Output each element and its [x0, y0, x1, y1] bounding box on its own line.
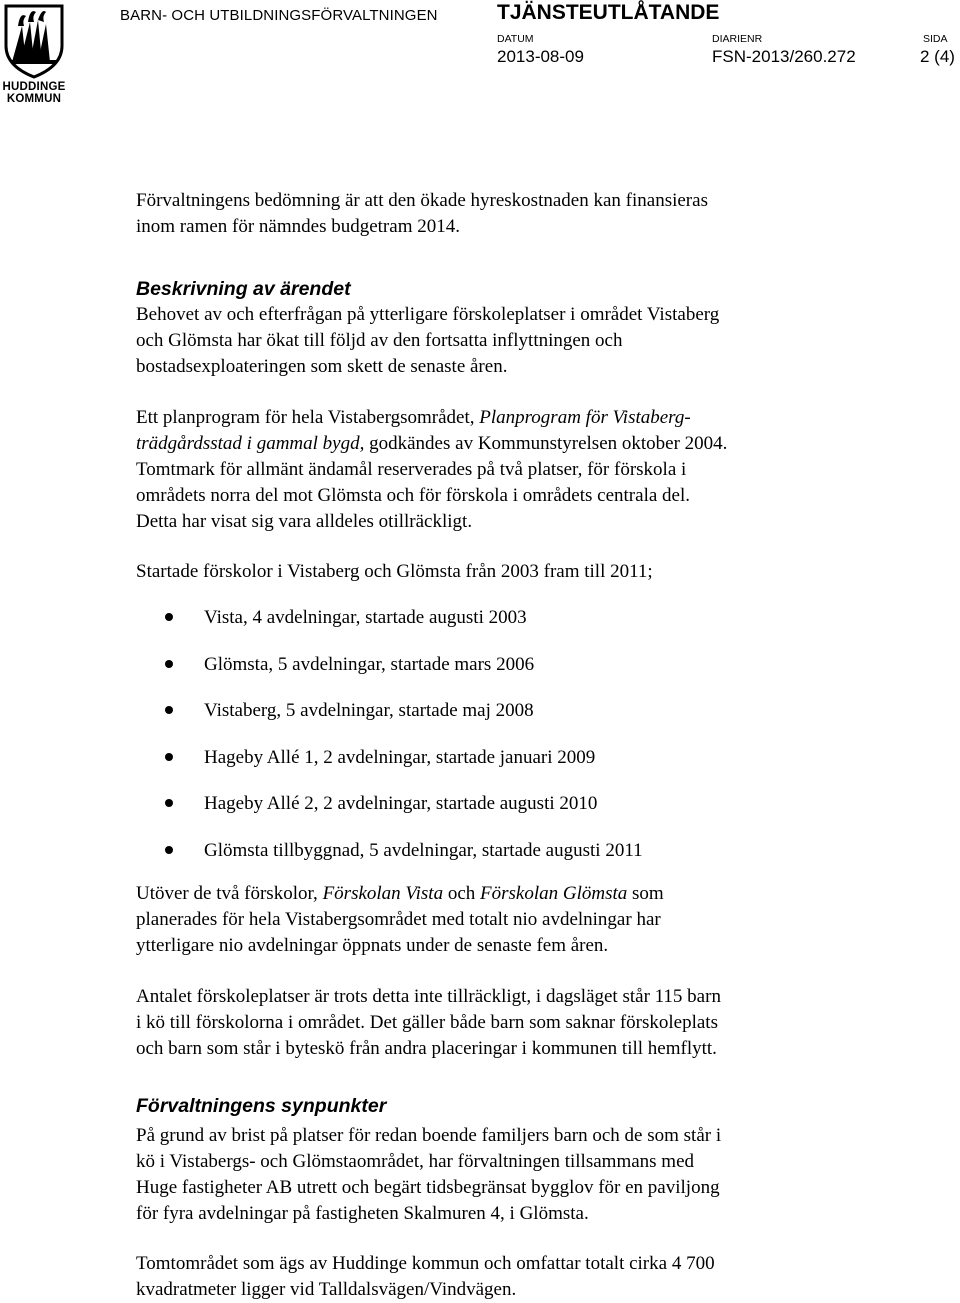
- planprogram-title-part-1: Planprogram för Vistaberg-: [479, 407, 691, 428]
- description-paragraph: [136, 302, 946, 380]
- plot-line-2: kvadratmeter ligger vid Talldalsvägen/Vindvägen.: [136, 1279, 517, 1300]
- list-item: Vista, 4 avdelningar, startade augusti 2003: [136, 605, 946, 652]
- plot-line-1: Tomtområdet som ägs av Huddinge kommun och omfattar totalt cirka 4 700: [136, 1253, 715, 1274]
- intro-line-2: inom ramen för nämndes budgetram 2014.: [136, 216, 460, 237]
- planprogram-line-3: Tomtmark för allmänt ändamål reserverades på två platser, för förskola i: [136, 459, 687, 480]
- viewpoints-line-2: kö i Vistabergs- och Glömstaområdet, har förvaltningen tillsammans med: [136, 1151, 695, 1172]
- queue-line-3: och barn som står i byteskö från andra placeringar i kommunen till hemflytt.: [136, 1038, 717, 1059]
- after-list-paragraph: [136, 881, 946, 959]
- description-line-2: och Glömsta har ökat till följd av den fortsatta inflyttningen och: [136, 330, 623, 351]
- list-item: Hageby Allé 2, 2 avdelningar, startade augusti 2010: [136, 791, 946, 838]
- viewpoints-line-1: På grund av brist på platser för redan boende familjers barn och de som står i: [136, 1125, 722, 1146]
- planprogram-title-part-2: trädgårdsstad i gammal bygd,: [136, 433, 365, 454]
- diarie-label: DIARIENR: [712, 33, 763, 45]
- after-list-line-2: planerades för hela Vistabergsområdet med totalt nio avdelningar har: [136, 909, 661, 930]
- department-name: BARN- OCH UTBILDNINGSFÖRVALTNINGEN: [120, 7, 438, 24]
- planprogram-paragraph: [136, 405, 946, 535]
- list-item: Vistaberg, 5 avdelningar, startade maj 2008: [136, 698, 946, 745]
- description-line-1: Behovet av och efterfrågan på ytterligare förskoleplatser i området Vistaberg: [136, 304, 720, 325]
- viewpoints-paragraph: [136, 1123, 946, 1227]
- queue-line-1: Antalet förskoleplatser är trots detta inte tillräckligt, i dagsläget står 115 barn: [136, 986, 721, 1007]
- planprogram-line-1a: Ett planprogram för hela Vistabergsområdet,: [136, 407, 480, 428]
- page-value: 2 (4): [920, 47, 955, 66]
- after-list-a: Utöver de två förskolor,: [136, 883, 323, 904]
- list-item: Glömsta, 5 avdelningar, startade mars 2006: [136, 652, 946, 699]
- description-line-3: bostadsexploateringen som skett de senaste åren.: [136, 356, 508, 377]
- planprogram-line-2b: godkändes av Kommunstyrelsen oktober 2004.: [364, 433, 728, 454]
- section-heading-description: Beskrivning av ärendet: [136, 278, 351, 300]
- date-label: DATUM: [497, 33, 534, 45]
- list-item: Glömsta tillbyggnad, 5 avdelningar, startade augusti 2011: [136, 838, 946, 885]
- preschool-list: [136, 605, 946, 884]
- after-list-e: som: [627, 883, 664, 904]
- page-label: SIDA: [923, 33, 948, 45]
- queue-paragraph: [136, 984, 946, 1062]
- planprogram-line-4: områdets norra del mot Glömsta och för förskola i områdets centrala del.: [136, 485, 690, 506]
- list-item: Hageby Allé 1, 2 avdelningar, startade januari 2009: [136, 745, 946, 792]
- viewpoints-line-4: för fyra avdelningar på fastigheten Skalmuren 4, i Glömsta.: [136, 1203, 589, 1224]
- logo-text-line-2: KOMMUN: [6, 93, 62, 105]
- municipality-logo: [0, 0, 70, 106]
- plot-paragraph: [136, 1251, 946, 1303]
- planprogram-line-5: Detta har visat sig vara alldeles otillräckligt.: [136, 511, 473, 532]
- document-body: [136, 188, 946, 1303]
- intro-paragraph: [136, 188, 946, 240]
- intro-line-1: Förvaltningens bedömning är att den ökade hyreskostnaden kan finansieras: [136, 190, 708, 211]
- document-type: TJÄNSTEUTLÅTANDE: [497, 1, 720, 24]
- diarie-value: FSN-2013/260.272: [712, 47, 856, 66]
- after-list-vista: Förskolan Vista: [322, 883, 444, 904]
- viewpoints-line-3: Huge fastigheter AB utrett och begärt tidsbegränsat bygglov för en paviljong: [136, 1177, 720, 1198]
- coat-of-arms-icon: [0, 0, 70, 80]
- after-list-line-3: ytterligare nio avdelningar öppnats under de senaste fem åren.: [136, 935, 609, 956]
- after-list-glomsta: Förskolan Glömsta: [480, 883, 628, 904]
- after-list-c: och: [443, 883, 481, 904]
- logo-text-line-1: HUDDINGE: [2, 81, 66, 93]
- queue-line-2: i kö till förskolorna i området. Det gäller både barn som saknar förskoleplats: [136, 1012, 718, 1033]
- section-heading-viewpoints: Förvaltningens synpunkter: [136, 1095, 387, 1117]
- date-value: 2013-08-09: [497, 47, 584, 66]
- list-intro: Startade förskolor i Vistaberg och Glömsta från 2003 fram till 2011;: [136, 561, 653, 582]
